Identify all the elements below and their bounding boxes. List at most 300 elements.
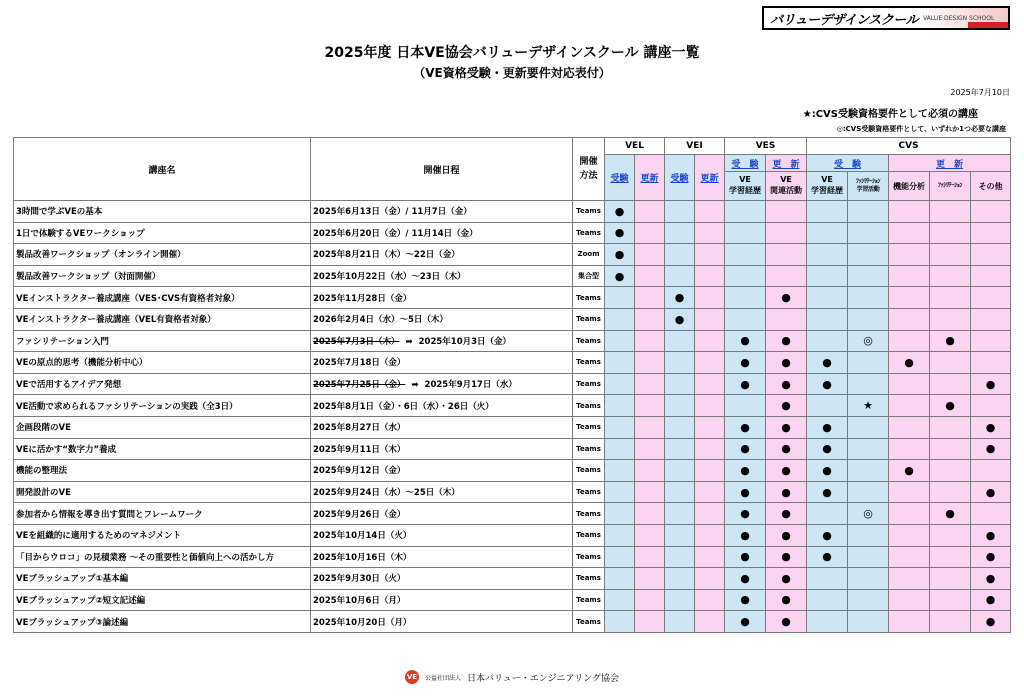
table-row [14,287,1011,309]
requirement-mark: ● [807,373,848,395]
requirement-mark [695,416,725,438]
requirement-mark [807,503,848,525]
course-schedule: 2025年9月24日（水）～25日（木） [311,481,573,503]
vei-juken-header[interactable] [665,155,695,201]
requirement-mark [605,481,635,503]
course-method: 集合型 [573,265,605,287]
requirement-mark [807,308,848,330]
requirement-mark [635,201,665,223]
course-schedule: 2025年9月11日（木） [311,438,573,460]
course-method: Teams [573,503,605,525]
requirement-mark [807,395,848,417]
course-schedule: 2025年10月6日（月） [311,589,573,611]
requirement-mark [635,265,665,287]
requirement-mark: ● [766,546,807,568]
course-name: 参加者から情報を導き出す質問とフレームワーク [14,503,311,525]
requirement-mark [605,395,635,417]
requirement-mark [725,201,766,223]
requirement-mark [725,222,766,244]
requirement-mark: ● [766,287,807,309]
requirement-mark [848,524,889,546]
requirement-mark [635,287,665,309]
requirement-mark: ● [889,352,930,374]
requirement-mark: ● [766,589,807,611]
requirement-mark [665,589,695,611]
requirement-mark: ● [807,416,848,438]
requirement-mark: ● [725,373,766,395]
requirement-mark [889,611,930,633]
vei-juken-link[interactable]: 受験 [670,174,689,184]
cancelled-date: 2025年7月3日（木） [313,336,400,347]
requirement-mark [665,546,695,568]
requirement-mark [848,438,889,460]
requirement-mark [766,265,807,287]
requirement-mark: ● [807,546,848,568]
requirement-mark [848,611,889,633]
requirement-mark: ● [889,460,930,482]
requirement-mark [889,222,930,244]
course-schedule: 2025年11月28日（金） [311,287,573,309]
requirement-mark: ● [971,373,1011,395]
requirement-mark [971,287,1011,309]
table-row [14,416,1011,438]
requirement-mark: ● [725,503,766,525]
table-row [14,589,1011,611]
requirement-mark [930,373,971,395]
requirement-mark: ● [725,416,766,438]
requirement-mark [665,330,695,352]
requirement-mark [766,244,807,266]
logo-sub-text: VALUE DESIGN SCHOOL [923,14,995,22]
requirement-mark [971,503,1011,525]
cvs-koshin-link[interactable]: 更 新 [936,159,964,170]
requirement-mark [695,460,725,482]
cvs-juken-header[interactable] [807,155,889,172]
requirement-mark [695,373,725,395]
requirement-mark [930,568,971,590]
requirement-mark [635,503,665,525]
course-schedule: 2025年8月1日（金）・6日（水）・26日（火） [311,395,573,417]
requirement-mark: ● [766,416,807,438]
vel-koshin-header[interactable] [635,155,665,201]
logo-stripe [968,22,1008,28]
header-method [573,138,605,201]
header-schedule: 開催日程 [311,138,573,201]
cvs-gakushu-header: VE 学習経歴 [807,172,848,201]
ve-logo-icon: VE [405,670,419,684]
requirement-mark [665,373,695,395]
requirement-mark [930,265,971,287]
requirement-mark [635,546,665,568]
requirement-mark [807,265,848,287]
requirement-mark [807,287,848,309]
arrow-right-icon: ➡ [411,380,419,391]
requirement-mark [665,438,695,460]
requirement-mark: ● [807,524,848,546]
requirement-mark [930,524,971,546]
requirement-mark: ● [766,568,807,590]
requirement-mark: ● [725,611,766,633]
requirement-mark [848,481,889,503]
requirement-mark [889,308,930,330]
requirement-mark: ● [971,416,1011,438]
page-title: 2025年度 日本VE協会バリューデザインスクール 講座一覧 [324,45,700,61]
requirement-mark [971,460,1011,482]
table-row [14,395,1011,417]
course-name: 開発設計のVE [14,481,311,503]
requirement-mark: ● [971,568,1011,590]
requirement-mark [605,330,635,352]
requirement-mark [665,222,695,244]
requirement-mark [695,481,725,503]
requirement-mark: ● [766,460,807,482]
requirement-mark [605,546,635,568]
requirement-mark [695,265,725,287]
requirement-mark [725,395,766,417]
requirement-mark [665,568,695,590]
requirement-mark [695,611,725,633]
requirement-mark: ● [725,568,766,590]
ves-kanren-header: VE 関連活動 [766,172,807,201]
requirement-mark: ● [725,589,766,611]
requirement-mark [930,287,971,309]
course-method: Teams [573,481,605,503]
header-cvs: CVS [807,138,1011,155]
course-method: Teams [573,308,605,330]
requirement-mark [695,244,725,266]
course-schedule: 2025年10月14日（火） [311,524,573,546]
requirement-mark: ● [766,352,807,374]
requirement-mark [695,352,725,374]
requirement-mark [665,460,695,482]
requirement-mark [695,568,725,590]
requirement-mark [889,546,930,568]
requirement-mark [889,589,930,611]
requirement-mark [889,568,930,590]
requirement-mark [807,568,848,590]
requirement-mark: ● [807,438,848,460]
requirement-mark [807,330,848,352]
requirement-mark [930,589,971,611]
requirement-mark [971,395,1011,417]
requirement-mark [695,524,725,546]
requirement-mark [930,438,971,460]
requirement-mark [635,222,665,244]
requirement-mark [605,373,635,395]
requirement-mark [930,308,971,330]
requirement-mark [807,201,848,223]
requirement-mark [766,201,807,223]
header-vei: VEI [665,138,725,155]
table-row [14,438,1011,460]
header-method-label: 開催方法 [579,156,598,181]
course-schedule [311,330,573,352]
requirement-mark [695,287,725,309]
requirement-mark [848,222,889,244]
requirement-mark [889,416,930,438]
cvs-facil-header: ﾌｧｼﾘﾃｰｼｮﾝ 学習活動 [848,172,889,201]
requirement-mark [848,460,889,482]
course-schedule: 2025年9月26日（金） [311,503,573,525]
requirement-mark: ● [725,460,766,482]
course-name: 機能の整理法 [14,460,311,482]
course-method: Teams [573,611,605,633]
table-row [14,503,1011,525]
requirement-mark [971,330,1011,352]
ves-koshin-header[interactable] [766,155,807,172]
table-row [14,460,1011,482]
requirement-mark [635,352,665,374]
requirement-mark [766,222,807,244]
requirement-mark [635,373,665,395]
school-logo [762,6,1010,30]
requirement-mark: ● [807,481,848,503]
header-course: 講座名 [14,138,311,201]
course-schedule: 2025年6月13日（金）/ 11月7日（金） [311,201,573,223]
requirement-mark [665,201,695,223]
requirement-mark [605,589,635,611]
table-row [14,201,1011,223]
requirement-mark [635,438,665,460]
requirement-mark [695,589,725,611]
requirement-mark [695,395,725,417]
course-method: Teams [573,222,605,244]
requirement-mark [605,611,635,633]
requirement-mark [635,244,665,266]
requirement-mark [635,395,665,417]
course-method: Teams [573,201,605,223]
requirement-mark: ● [725,524,766,546]
requirement-mark [635,568,665,590]
requirement-mark: ● [930,330,971,352]
course-schedule: 2025年7月18日（金） [311,352,573,374]
requirement-mark: ● [807,352,848,374]
course-table [13,137,1011,633]
requirement-mark [930,416,971,438]
requirement-mark [848,308,889,330]
requirement-mark [635,416,665,438]
course-name: VEブラッシュアップ①基本編 [14,568,311,590]
requirement-mark [695,503,725,525]
requirement-mark: ● [766,438,807,460]
requirement-mark [848,244,889,266]
requirement-mark [665,503,695,525]
table-row [14,222,1011,244]
requirement-mark [889,244,930,266]
requirement-mark [889,201,930,223]
requirement-mark [665,416,695,438]
requirement-mark [889,481,930,503]
course-method: Teams [573,524,605,546]
course-name: VEブラッシュアップ②短文記述編 [14,589,311,611]
requirement-mark [807,589,848,611]
requirement-mark [665,265,695,287]
requirement-mark [665,524,695,546]
course-schedule: 2025年8月27日（水） [311,416,573,438]
requirement-mark [605,503,635,525]
requirement-mark: ● [665,308,695,330]
requirement-mark [605,568,635,590]
requirement-mark: ◎ [848,503,889,525]
course-method: Teams [573,546,605,568]
requirement-mark [635,330,665,352]
course-method: Teams [573,395,605,417]
page-subtitle: （VE資格受験・更新要件対応表付） [413,66,611,80]
course-schedule: 2026年2月4日（水）～5日（木） [311,308,573,330]
requirement-mark: ● [725,546,766,568]
requirement-mark [665,244,695,266]
requirement-mark: ● [605,222,635,244]
vei-koshin-link[interactable]: 更新 [700,174,719,184]
table-row [14,373,1011,395]
header-ves: VES [725,138,807,155]
table-body [14,201,1011,633]
table-row [14,308,1011,330]
requirement-mark [848,287,889,309]
requirement-mark [889,524,930,546]
course-method: Teams [573,438,605,460]
course-name: 企画段階のVE [14,416,311,438]
requirement-mark [665,611,695,633]
requirement-mark: ● [766,611,807,633]
course-method: Teams [573,460,605,482]
course-name: VE活動で求められるファシリテーションの実践（全3日） [14,395,311,417]
requirement-mark [725,265,766,287]
course-schedule: 2025年10月20日（月） [311,611,573,633]
course-name: VEを組織的に適用するためのマネジメント [14,524,311,546]
requirement-mark: ● [766,503,807,525]
requirement-mark [848,373,889,395]
table-row [14,546,1011,568]
requirement-mark [605,416,635,438]
requirement-mark: ● [725,330,766,352]
course-name: VEインストラクター養成講座（VEL有資格者対象） [14,308,311,330]
table-row [14,244,1011,266]
requirement-mark: ● [971,481,1011,503]
issue-date: 2025年7月10日 [950,88,1010,97]
cvs-kino-header: 機能分析 [889,172,930,201]
legend-double-circle: ◎:CVS受験資格要件として、いずれか1つ必要な講座 [836,125,1006,133]
requirement-mark [930,222,971,244]
requirement-mark [695,546,725,568]
requirement-mark [807,222,848,244]
course-name: VEインストラクター養成講座（VES･CVS有資格者対象） [14,287,311,309]
requirement-mark [695,222,725,244]
requirement-mark: ● [766,373,807,395]
requirement-mark [766,308,807,330]
requirement-mark: ● [971,611,1011,633]
requirement-mark: ● [971,546,1011,568]
requirement-mark [605,438,635,460]
ves-koshin-link[interactable]: 更 新 [772,159,800,170]
ves-juken-header[interactable] [725,155,766,172]
requirement-mark [848,201,889,223]
cvs-facil2-header: ﾌｧｼﾘﾃｰｼｮﾝ [930,172,971,201]
requirement-mark [635,481,665,503]
arrow-right-icon: ➡ [405,336,413,347]
requirement-mark: ● [807,460,848,482]
requirement-mark [930,460,971,482]
requirement-mark [848,546,889,568]
cancelled-date: 2025年7月25日（金） [313,380,406,391]
requirement-mark [605,460,635,482]
requirement-mark [665,395,695,417]
requirement-mark: ● [766,524,807,546]
course-method: Teams [573,416,605,438]
course-schedule: 2025年6月20日（金）/ 11月14日（金） [311,222,573,244]
requirement-mark: ● [725,481,766,503]
course-schedule: 2025年10月22日（水）～23日（木） [311,265,573,287]
course-name: VEで活用するアイデア発想 [14,373,311,395]
requirement-mark: ● [971,438,1011,460]
requirement-mark [665,481,695,503]
requirement-mark [971,265,1011,287]
ves-juken-link[interactable]: 受 験 [731,159,759,170]
course-method: Teams [573,352,605,374]
requirement-mark [889,287,930,309]
requirement-mark: ● [766,395,807,417]
course-name: 製品改善ワークショップ（オンライン開催） [14,244,311,266]
requirement-mark [695,308,725,330]
requirement-mark [971,244,1011,266]
requirement-mark [889,503,930,525]
cvs-koshin-header[interactable] [889,155,1011,172]
requirement-mark: ● [725,438,766,460]
course-name: 3時間で学ぶVEの基本 [14,201,311,223]
requirement-mark: ● [665,287,695,309]
course-name: VEの原点的思考（機能分析中心） [14,352,311,374]
course-schedule [311,373,573,395]
requirement-mark [695,201,725,223]
cvs-juken-link[interactable]: 受 験 [834,159,862,170]
vel-juken-link[interactable]: 受験 [610,174,629,184]
requirement-mark [889,373,930,395]
logo-main-text: バリューデザインスクール [770,12,919,28]
course-name: 製品改善ワークショップ（対面開催） [14,265,311,287]
ves-gakushu-header: VE 学習経歴 [725,172,766,201]
table-row [14,611,1011,633]
cvs-other-header: その他 [971,172,1011,201]
requirement-mark: ★ [848,395,889,417]
requirement-mark [848,352,889,374]
vel-juken-header[interactable] [605,155,635,201]
new-date: 2025年10月3日（金） [418,336,512,347]
table-row [14,524,1011,546]
course-name: 「目からウロコ」の見積業務 ～その重要性と価値向上への活かし方 [14,546,311,568]
legend-star: ★:CVS受験資格要件として必須の講座 [802,109,978,120]
requirement-mark [889,265,930,287]
table-row [14,265,1011,287]
course-method: Teams [573,568,605,590]
requirement-mark [848,589,889,611]
requirement-mark [605,308,635,330]
table-row [14,568,1011,590]
course-method: Zoom [573,244,605,266]
course-method: Teams [573,373,605,395]
requirement-mark: ◎ [848,330,889,352]
vei-koshin-header[interactable] [695,155,725,201]
vel-koshin-link[interactable]: 更新 [640,174,659,184]
requirement-mark [971,308,1011,330]
requirement-mark [605,352,635,374]
course-name: VEブラッシュアップ③論述編 [14,611,311,633]
requirement-mark [930,611,971,633]
requirement-mark: ● [725,352,766,374]
requirement-mark [635,460,665,482]
requirement-mark: ● [971,524,1011,546]
requirement-mark: ● [930,395,971,417]
requirement-mark [635,308,665,330]
